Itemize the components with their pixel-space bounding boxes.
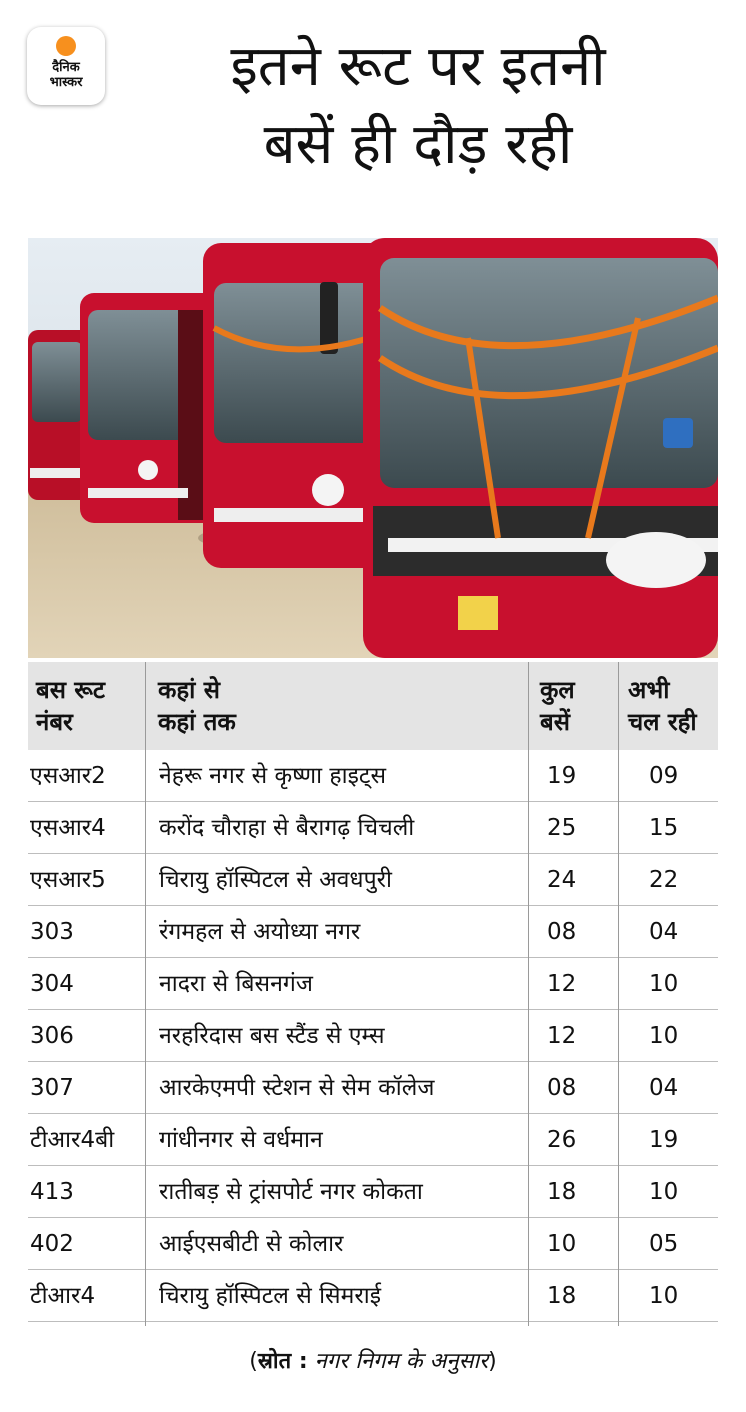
header-path-line2: कहां तक xyxy=(158,708,236,736)
header-path-line1: कहां से xyxy=(158,676,220,704)
running-cell: 09 xyxy=(649,763,679,789)
table-row xyxy=(28,1218,718,1270)
header-route xyxy=(36,662,146,750)
bus-2 xyxy=(80,293,220,523)
header-route-line2: नंबर xyxy=(36,708,73,736)
running-cell: 04 xyxy=(649,919,679,945)
table-row xyxy=(28,1270,718,1322)
running-cell: 22 xyxy=(649,867,679,893)
source-close: ) xyxy=(488,1349,497,1374)
table-row xyxy=(28,854,718,906)
table-row xyxy=(28,906,718,958)
path-cell: चिरायु हॉस्पिटल से अवधपुरी xyxy=(159,867,393,893)
logo-text xyxy=(50,60,83,90)
total-cell: 18 xyxy=(547,1179,577,1205)
running-cell: 10 xyxy=(649,1023,679,1049)
page-title xyxy=(118,28,718,184)
header-running-line2: चल रही xyxy=(628,708,697,736)
headline-line2: बसें ही दौड़ रही xyxy=(263,112,573,177)
total-cell: 24 xyxy=(547,867,577,893)
total-cell: 18 xyxy=(547,1283,577,1309)
table-row xyxy=(28,958,718,1010)
total-cell: 08 xyxy=(547,1075,577,1101)
total-cell: 12 xyxy=(547,971,577,997)
logo-text-line1: दैनिक xyxy=(52,60,80,75)
logo-text-line2: भास्कर xyxy=(49,75,83,90)
path-cell: नादरा से बिसनगंज xyxy=(159,971,313,997)
source-text: नगर निगम के अनुसार xyxy=(314,1349,489,1374)
total-cell: 19 xyxy=(547,763,577,789)
running-cell: 15 xyxy=(649,815,679,841)
running-cell: 05 xyxy=(649,1231,679,1257)
source-note xyxy=(0,1345,746,1375)
header-total xyxy=(540,662,620,750)
route-cell: 304 xyxy=(30,971,74,997)
route-cell: 402 xyxy=(30,1231,74,1257)
total-cell: 26 xyxy=(547,1127,577,1153)
source-open: ( xyxy=(249,1349,258,1374)
source-label: स्रोत : xyxy=(257,1349,308,1374)
bus-4 xyxy=(363,238,718,658)
route-cell: एसआर5 xyxy=(30,867,106,893)
running-cell: 04 xyxy=(649,1075,679,1101)
path-cell: रंगमहल से अयोध्या नगर xyxy=(159,919,361,945)
header-total-line1: कुल xyxy=(540,676,575,704)
headline-line1: इतने रूट पर इतनी xyxy=(230,34,606,99)
running-cell: 10 xyxy=(649,1283,679,1309)
header-total-line2: बसें xyxy=(540,708,570,736)
route-cell: एसआर4 xyxy=(30,815,106,841)
running-cell: 19 xyxy=(649,1127,679,1153)
header-path xyxy=(158,662,518,750)
bus-photo xyxy=(28,238,718,658)
path-cell: आईएसबीटी से कोलार xyxy=(159,1231,344,1257)
table-row xyxy=(28,1010,718,1062)
table-row xyxy=(28,1062,718,1114)
column-divider xyxy=(618,662,619,1326)
route-cell: 307 xyxy=(30,1075,74,1101)
route-cell: टीआर4बी xyxy=(30,1127,115,1153)
total-cell: 10 xyxy=(547,1231,577,1257)
route-cell: टीआर4 xyxy=(30,1283,96,1309)
route-cell: 303 xyxy=(30,919,74,945)
table-row xyxy=(28,1114,718,1166)
path-cell: रातीबड़ से ट्रांसपोर्ट नगर कोकता xyxy=(159,1179,423,1205)
sun-icon xyxy=(56,36,76,56)
header-route-line1: बस रूट xyxy=(36,676,106,704)
brand-logo[interactable] xyxy=(27,27,105,105)
bus-route-table xyxy=(28,662,718,1322)
total-cell: 08 xyxy=(547,919,577,945)
path-cell: चिरायु हॉस्पिटल से सिमराई xyxy=(159,1283,381,1309)
route-cell: एसआर2 xyxy=(30,763,106,789)
header-running xyxy=(628,662,718,750)
running-cell: 10 xyxy=(649,971,679,997)
header xyxy=(0,0,746,238)
total-cell: 12 xyxy=(547,1023,577,1049)
route-cell: 306 xyxy=(30,1023,74,1049)
path-cell: नरहरिदास बस स्टैंड से एम्स xyxy=(159,1023,385,1049)
table-row xyxy=(28,1166,718,1218)
column-divider xyxy=(528,662,529,1326)
column-divider xyxy=(145,662,146,1326)
path-cell: गांधीनगर से वर्धमान xyxy=(159,1127,323,1153)
path-cell: नेहरू नगर से कृष्णा हाइट्स xyxy=(159,763,387,789)
table-header xyxy=(28,662,718,750)
table-body xyxy=(28,750,718,1322)
route-cell: 413 xyxy=(30,1179,74,1205)
table-row xyxy=(28,802,718,854)
table-row xyxy=(28,750,718,802)
total-cell: 25 xyxy=(547,815,577,841)
path-cell: आरकेएमपी स्टेशन से सेम कॉलेज xyxy=(159,1075,435,1101)
running-cell: 10 xyxy=(649,1179,679,1205)
header-running-line1: अभी xyxy=(628,676,670,704)
path-cell: करोंद चौराहा से बैरागढ़ चिचली xyxy=(159,815,415,841)
